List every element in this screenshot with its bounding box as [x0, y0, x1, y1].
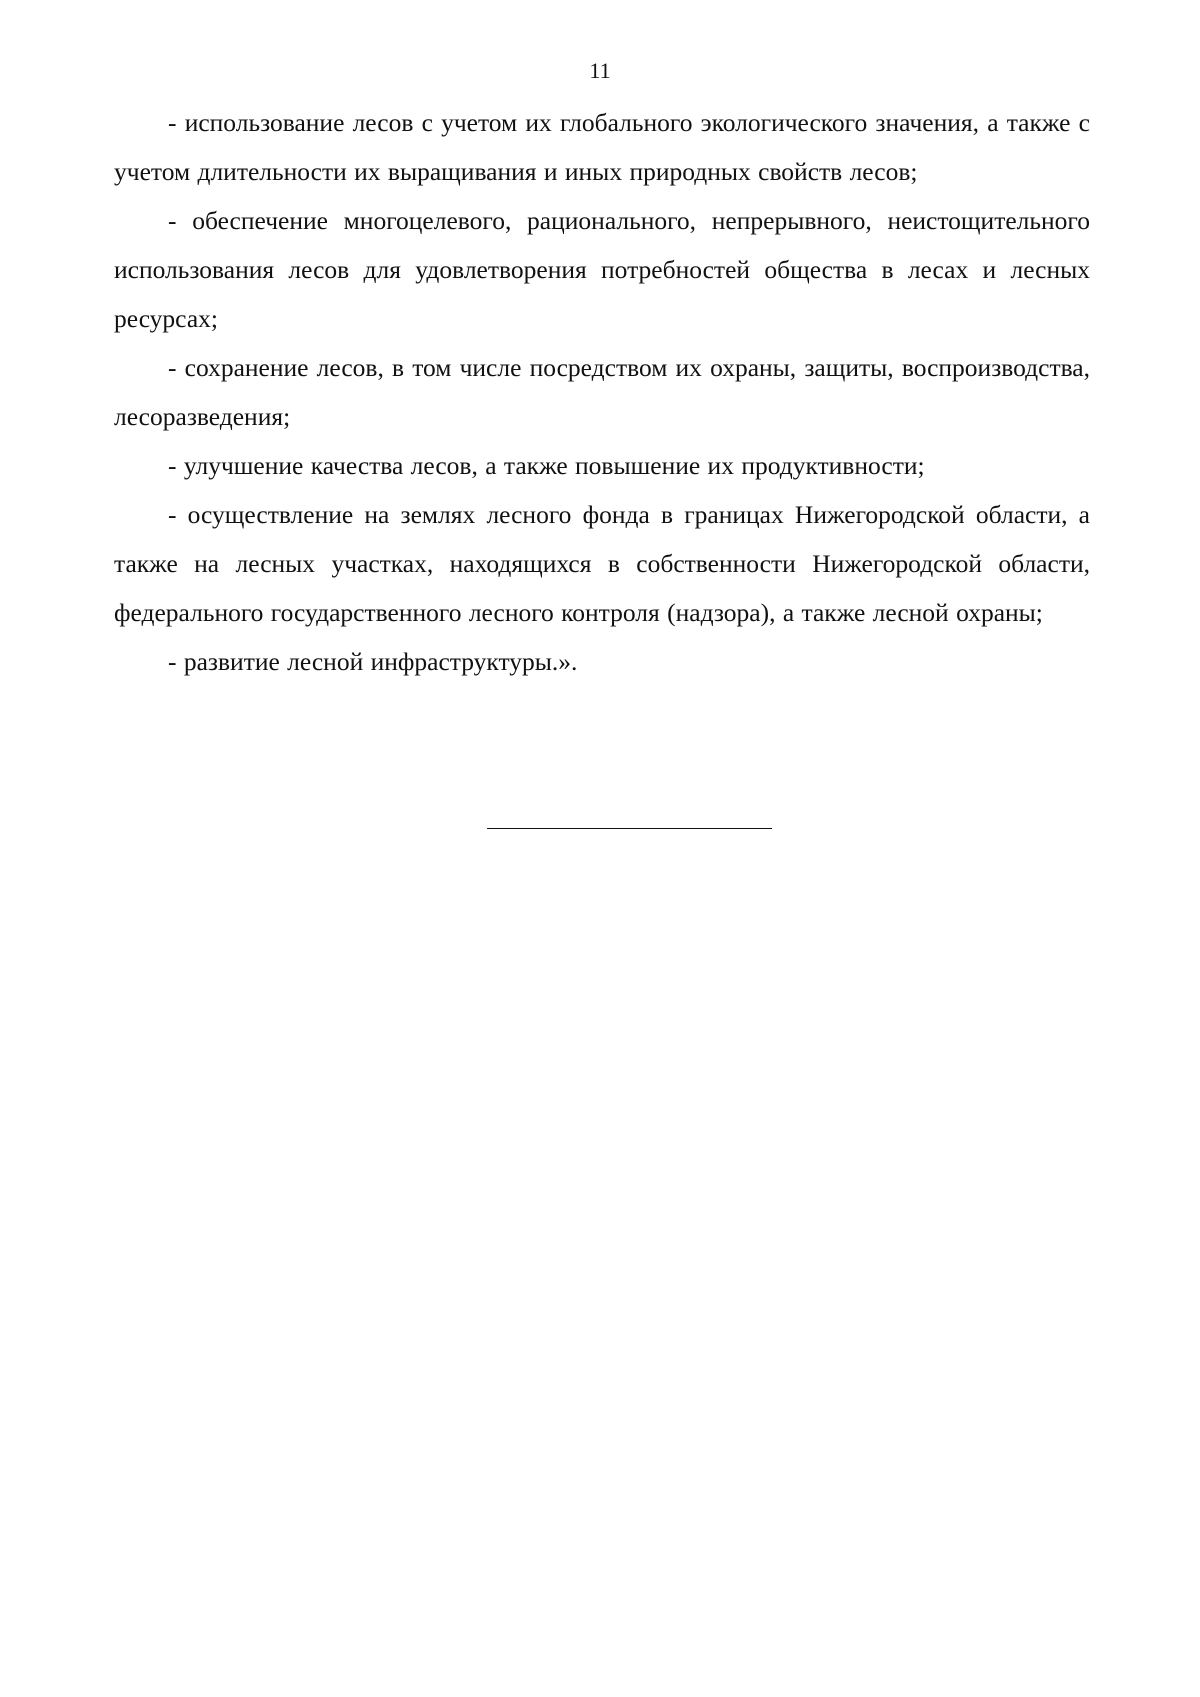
paragraph-forest-use-global-significance: - использование лесов с учетом их глобального экологического значения, а также с учетом длительности их выращивания и иных природных свойств лесов;: [114, 108, 1090, 186]
paragraph-multipurpose-use: - обеспечение многоцелевого, рационального, непрерывного, неистощительного использования лесов для удовлетворения потребностей общества в лесах и лесных ресурсах;: [114, 206, 1090, 333]
page-number: 11: [589, 58, 611, 83]
paragraph-federal-control: - осуществление на землях лесного фонда в границах Нижегородской области, а также на лесных участках, находящихся в собственности Нижегородской области, федерального государственного лесного контроля (надзора), а также лесной охраны;: [114, 500, 1090, 627]
paragraph-forest-preservation: - сохранение лесов, в том числе посредством их охраны, защиты, воспроизводства, лесоразведения;: [114, 353, 1090, 431]
paragraph-quality-improvement: - улучшение качества лесов, а также повышение их продуктивности;: [168, 451, 925, 480]
body-text: [114, 98, 1090, 686]
paragraph-infrastructure-development: - развитие лесной инфраструктуры.».: [168, 647, 578, 676]
closing-divider: [487, 828, 772, 829]
